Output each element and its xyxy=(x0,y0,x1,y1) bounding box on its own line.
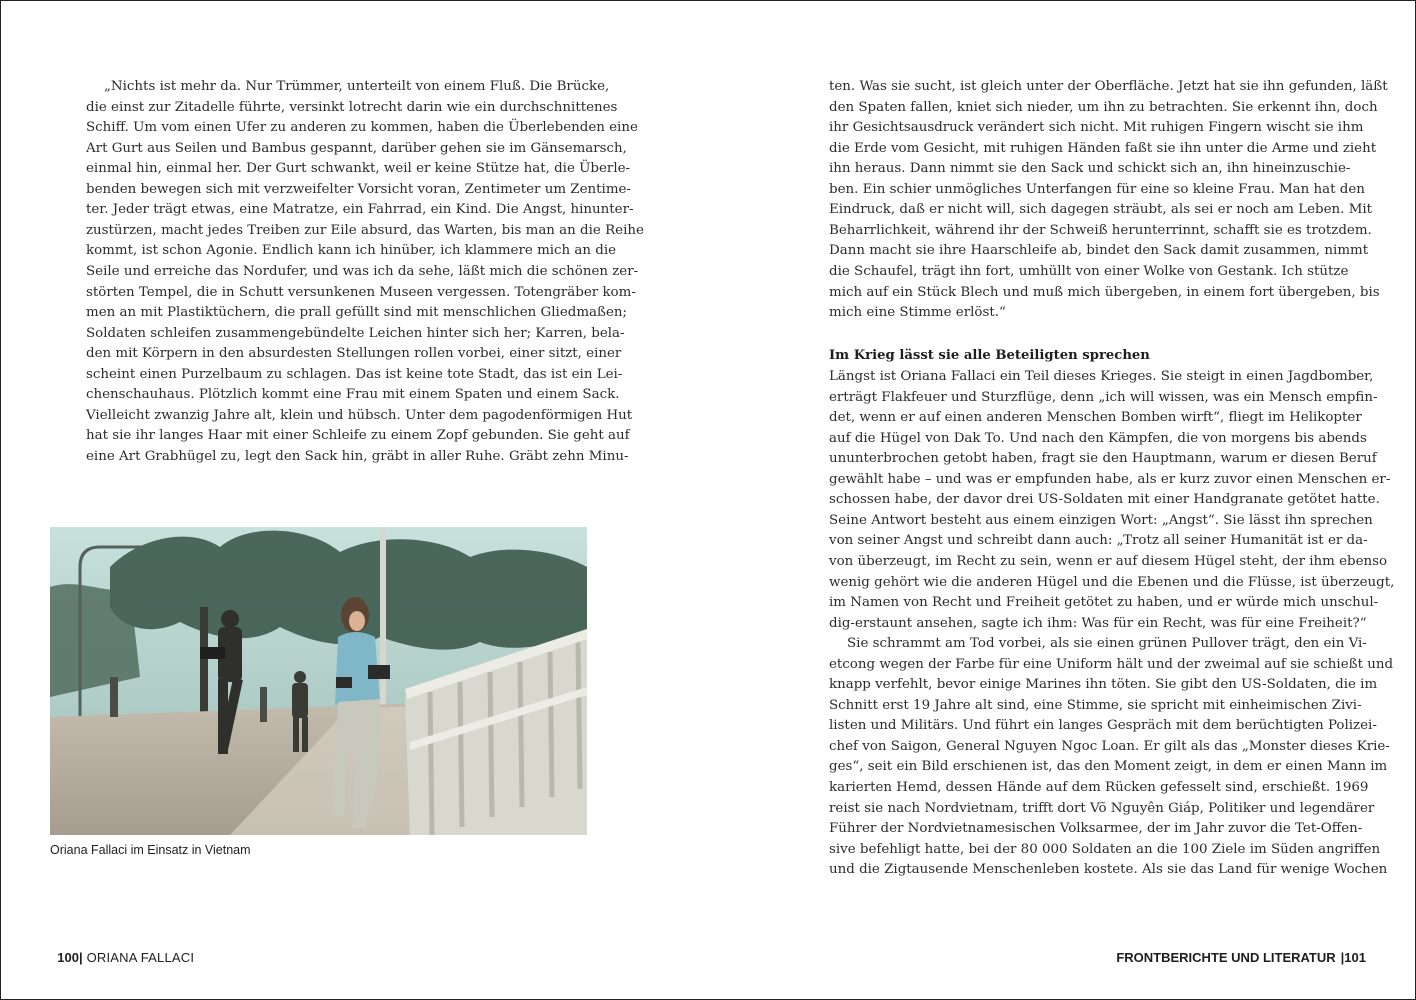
text-line: karierten Hemd, dessen Hände auf dem Rücken gefesselt sind, erschießt. 1969 xyxy=(829,780,1369,795)
text-line: gewählt habe – und was er empfunden habe, als er kurz zuvor einen Menschen er- xyxy=(829,471,1391,487)
page-number-right: 101 xyxy=(1344,950,1366,965)
text-line: Eindruck, daß er nicht will, sich dagegen sträubt, als sei er noch am Leben. Mit xyxy=(829,202,1373,218)
text-line: dig-erstaunt ansehen, sagte ich ihm: Was für ein Recht, was für eine Freiheit?“ xyxy=(829,615,1367,631)
text-line: erträgt Flakfeuer und Sturzflüge, denn „ich will wissen, was ein Mensch empfin- xyxy=(829,389,1378,405)
text-line: Führer der Nordvietnamesischen Volksarmee, der im Jahr zuvor die Tet-Offen- xyxy=(829,821,1363,837)
text-line: ten. Was sie sucht, ist gleich unter der Oberfläche. Jetzt hat sie ihn gefunden, läßt xyxy=(829,79,1388,94)
text-line: den Spaten fallen, kniet sich nieder, um ihn zu betrachten. Sie erkennt ihn, doch xyxy=(829,99,1378,115)
photo-oriana-fallaci-vietnam xyxy=(50,527,587,835)
text-line: wenig gehört wie die anderen Hügel und die Ebenen und die Flüsse, ist überzeugt, xyxy=(829,574,1395,590)
text-line: ter. Jeder trägt etwas, eine Matratze, ein Fahrrad, ein Kind. Die Angst, hinunter- xyxy=(86,202,634,218)
page-number-left: 100 xyxy=(57,950,79,965)
text-line: Beharrlichkeit, während ihr der Schweiß herunterrinnt, schafft sie es trotzdem. xyxy=(829,222,1372,238)
text-line: zustürzen, macht jedes Treiben zur Eile absurd, das Warten, bis man an die Reihe xyxy=(86,222,644,238)
text-line: Art Gurt aus Seilen und Bambus gespannt, darüber gehen sie im Gänsemarsch, xyxy=(86,140,627,156)
text-line: kommt, ist schon Agonie. Endlich kann ich hinüber, ich klammere mich an die xyxy=(86,243,617,259)
running-head-right: FRONTBERICHTE UND LITERATUR xyxy=(1116,950,1336,965)
text-line: knapp verfehlt, bevor einige Marines ihn töten. Sie gibt den US-Soldaten, die im xyxy=(829,677,1378,693)
text-line: von überzeugt, im Recht zu sein, wenn er auf diesem Hügel steht, der ihm ebenso xyxy=(829,553,1388,569)
text-line: ihr Gesichtsausdruck verändert sich nicht. Mit ruhigen Fingern wischt sie ihm xyxy=(829,120,1364,136)
text-line: ben. Ein schier unmögliches Unterfangen für eine so kleine Frau. Man hat den xyxy=(829,181,1365,197)
text-line: men an mit Plastiktüchern, die prall gefüllt sind mit menschlichen Gliedmaßen; xyxy=(86,305,627,321)
text-line: scheint einen Purzelbaum zu schlagen. Das ist keine tote Stadt, das ist ein Lei- xyxy=(86,366,623,382)
text-line: Schiff. Um vom einen Ufer zu anderen zu kommen, haben die Überlebenden eine xyxy=(86,120,638,136)
text-line: chef von Saigon, General Nguyen Ngoc Loan. Er gilt als das „Monster dieses Krie- xyxy=(829,738,1390,754)
text-line: reist sie nach Nordvietnam, trifft dort Võ Nguyên Giáp, Politiker und legendärer xyxy=(829,800,1375,816)
text-line: eine Art Grabhügel zu, legt den Sack hin, gräbt in aller Ruhe. Gräbt zehn Minu- xyxy=(86,448,629,464)
text-line: Schnitt erst 19 Jahre alt sind, eine Stimme, sie spricht mit einheimischen Zivi- xyxy=(829,697,1362,713)
text-line: etcong wegen der Farbe für eine Uniform hält und der zweimal auf sie schießt und xyxy=(829,656,1394,672)
text-line: störten Tempel, die in Schutt versunkenen Museen vergessen. Totengräber kom- xyxy=(86,284,636,300)
text-line: det, wenn er auf einen anderen Menschen Bomben wirft“, fliegt im Helikopter xyxy=(829,410,1362,426)
text-line: die Schaufel, trägt ihn fort, umhüllt von einer Wolke von Gestank. Ich stütze xyxy=(829,263,1349,279)
text-line: im Namen von Recht und Freiheit getötet zu haben, und er würde mich unschul- xyxy=(829,595,1379,611)
text-line: Soldaten schleifen zusammengebündelte Leichen hinter sich her; Karren, bela- xyxy=(86,325,625,341)
text-line: ges“, seit ein Bild erschienen ist, das den Moment zeigt, in dem er einen Mann im xyxy=(829,759,1388,775)
text-line: Sie schrammt am Tod vorbei, als sie einen grünen Pullover trägt, den ein Vi- xyxy=(847,636,1367,652)
photo-caption: Oriana Fallaci im Einsatz in Vietnam xyxy=(50,843,251,857)
running-head-left: ORIANA FALLACI xyxy=(86,950,195,965)
text-line: „Nichts ist mehr da. Nur Trümmer, unterteilt von einem Fluß. Die Brücke, xyxy=(104,79,610,94)
footer-separator-left: | xyxy=(78,950,83,965)
text-line: mich auf ein Stück Blech und muß mich übergeben, in einem fort übergeben, bis xyxy=(829,284,1380,300)
text-line: Dann macht sie ihre Haarschleife ab, bindet den Sack damit zusammen, nimmt xyxy=(829,243,1369,259)
text-line: mich eine Stimme erlöst.“ xyxy=(829,305,1006,321)
text-line: Seine Antwort besteht aus einem einzigen Wort: „Angst“. Sie lässt ihn sprechen xyxy=(829,512,1373,528)
text-line: hat sie ihr langes Haar mit einer Schleife zu einem Zopf gebunden. Sie geht auf xyxy=(86,428,630,444)
footer-right xyxy=(1109,935,1366,965)
text-line: chenschauhaus. Plötzlich kommt eine Frau mit einem Spaten und einem Sack. xyxy=(86,387,620,403)
footer-left xyxy=(50,935,194,965)
footer-separator-right: | xyxy=(1340,950,1345,965)
text-line: den mit Körpern in den absurdesten Stellungen rollen vorbei, einer sitzt, einer xyxy=(86,346,622,362)
text-line: ihn heraus. Dann nimmt sie den Sack und schickt sich an, ihn hineinzuschie- xyxy=(829,161,1351,177)
text-line: Vielleicht zwanzig Jahre alt, klein und hübsch. Unter dem pagodenförmigen Hut xyxy=(86,407,633,423)
text-line: sive befehligt hatte, bei der 80 000 Soldaten an die 100 Ziele im Süden angriffen xyxy=(829,841,1381,857)
text-line: benden bewegen sich mit verzweifelter Vorsicht voran, Zentimeter um Zentime- xyxy=(86,181,631,197)
text-line: die einst zur Zitadelle führte, versinkt lotrecht darin wie ein durchschnittenes xyxy=(86,99,618,115)
text-line: auf die Hügel von Dak To. Und nach den Kämpfen, die von morgens bis abends xyxy=(829,430,1367,446)
text-line: Seile und erreiche das Nordufer, und was ich da sehe, läßt mich die schönen zer- xyxy=(86,263,639,279)
text-line: einmal hin, einmal her. Der Gurt schwankt, weil er keine Stütze hat, die Überle- xyxy=(86,161,631,177)
photo-illustration xyxy=(50,527,587,835)
text-line: schossen habe, der davor drei US-Soldaten mit einer Handgranate getötet hatte. xyxy=(829,492,1380,508)
text-line: Längst ist Oriana Fallaci ein Teil dieses Krieges. Sie steigt in einen Jagdbomber, xyxy=(829,369,1374,384)
section-heading: Im Krieg lässt sie alle Beteiligten sprechen xyxy=(829,348,1150,363)
text-line: ununterbrochen getobt haben, fragt sie den Hauptmann, warum er diesen Beruf xyxy=(829,451,1377,467)
text-line: listen und Militärs. Und führt ein langes Gespräch mit dem berüchtigten Polizei- xyxy=(829,718,1377,734)
text-line: und die Zigtausende Menschenleben kostete. Als sie das Land für wenige Wochen xyxy=(829,862,1388,878)
text-line: von seiner Angst und schreibt dann auch: „Trotz all seiner Humanität ist er da- xyxy=(829,533,1368,549)
text-line: die Erde vom Gesicht, mit ruhigen Händen faßt sie ihn unter die Arme und zieht xyxy=(829,140,1377,156)
